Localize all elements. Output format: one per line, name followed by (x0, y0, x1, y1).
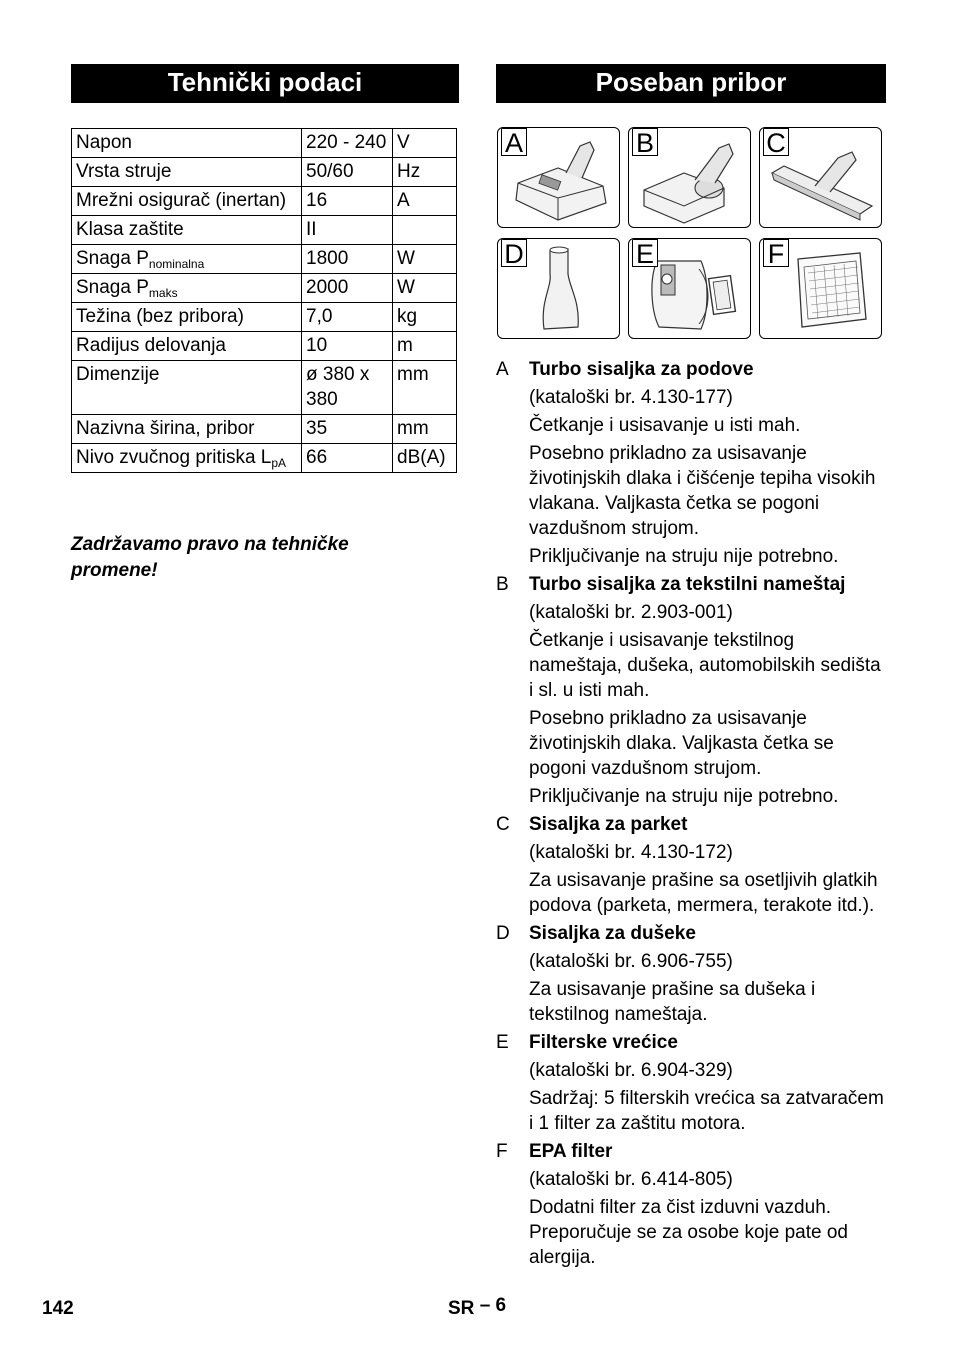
accessory-key: B (496, 574, 509, 595)
spec-row (72, 187, 457, 216)
accessory-title: Turbo sisaljka za tekstilni nameštaj (529, 574, 846, 595)
spec-label-subscript: maks (148, 286, 178, 300)
spec-unit: mm (393, 415, 457, 444)
spec-label (72, 129, 302, 158)
spec-label-text: Snaga P (76, 277, 149, 298)
accessory-item (496, 357, 888, 569)
spec-label (72, 187, 302, 216)
spec-row (72, 216, 457, 245)
tile-letter: C (763, 128, 789, 156)
accessory-title: Filterske vrećice (529, 1032, 678, 1053)
spec-label-text: Napon (76, 132, 132, 153)
tile-letter: E (632, 239, 658, 267)
spec-value: 35 (302, 415, 393, 444)
spec-label-text: Težina (bez pribora) (76, 306, 244, 327)
tile-c (759, 127, 882, 228)
tile-b (628, 127, 751, 228)
spec-label-text: Dimenzije (76, 364, 160, 385)
spec-value: 1800 (302, 245, 393, 274)
spec-value: 220 - 240 (302, 129, 393, 158)
spec-row (72, 361, 457, 415)
tile-f (759, 238, 882, 339)
spec-label-text: Snaga P (76, 248, 149, 269)
technical-data-column (71, 64, 459, 581)
accessories-heading: Poseban pribor (496, 64, 886, 103)
spec-label-subscript: nominalna (148, 257, 205, 271)
spec-value: 2000 (302, 274, 393, 303)
spec-value: 7,0 (302, 303, 393, 332)
spec-label-text: Klasa zaštite (76, 219, 184, 240)
accessory-description: Za usisavanje prašine sa osetljivih glatkih podova (parketa, mermera, terakote itd.). (529, 870, 878, 916)
accessory-description: Priključivanje na struju nije potrebno. (529, 786, 839, 807)
spec-label-text: Radijus delovanja (76, 335, 226, 356)
accessory-key: C (496, 814, 510, 835)
accessory-description: Četkanje i usisavanje tekstilnog nameštaja, dušeka, automobilskih sedišta i sl. u isti mah. (529, 630, 881, 701)
accessories-column (496, 64, 886, 1268)
spec-label (72, 361, 302, 415)
page-number: 142 (42, 1298, 74, 1319)
language-code: SR (448, 1298, 475, 1319)
section-marker (448, 1295, 507, 1320)
accessory-catalog-number: (kataloški br. 4.130-172) (529, 842, 733, 863)
spec-label-text: Nivo zvučnog pritiska L (76, 447, 272, 468)
spec-label-subscript: pA (271, 456, 287, 470)
tile-e (628, 238, 751, 339)
accessory-image-grid (496, 127, 886, 342)
technical-data-heading: Tehnički podaci (71, 64, 459, 103)
spec-value: 50/60 (302, 158, 393, 187)
accessory-title: Sisaljka za parket (529, 814, 688, 835)
accessory-description: Posebno prikladno za usisavanje životinjskih dlaka. Valjkasta četka se pogoni vazdušnom strujom. (529, 708, 834, 779)
spec-unit: dB(A) (393, 444, 457, 473)
spec-unit: W (393, 274, 457, 303)
accessory-item (496, 572, 888, 809)
accessory-catalog-number: (kataloški br. 4.130-177) (529, 387, 733, 408)
spec-label (72, 274, 302, 303)
spec-row (72, 245, 457, 274)
spec-label (72, 303, 302, 332)
spec-value: ø 380 x 380 (302, 361, 393, 415)
accessory-description: Priključivanje na struju nije potrebno. (529, 546, 839, 567)
accessory-catalog-number: (kataloški br. 2.903-001) (529, 602, 733, 623)
accessory-description: Sadržaj: 5 filterskih vrećica sa zatvaračem i 1 filter za zaštitu motora. (529, 1088, 884, 1134)
spec-unit: Hz (393, 158, 457, 187)
tile-letter: D (501, 239, 527, 267)
spec-unit: V (393, 129, 457, 158)
accessory-key: A (496, 359, 509, 380)
spec-label (72, 415, 302, 444)
spec-value: II (302, 216, 393, 245)
spec-unit: kg (393, 303, 457, 332)
accessory-item (496, 1030, 888, 1136)
spec-value: 16 (302, 187, 393, 216)
accessory-title: EPA filter (529, 1141, 613, 1162)
accessory-item (496, 1139, 888, 1270)
spec-label (72, 245, 302, 274)
accessory-catalog-number: (kataloški br. 6.414-805) (529, 1169, 733, 1190)
spec-value: 66 (302, 444, 393, 473)
spec-value: 10 (302, 332, 393, 361)
accessory-description: Posebno prikladno za usisavanje životinjskih dlaka i čišćenje tepiha visokih vlakana. Valjkasta četka se pogoni vazdušnom strujom. (529, 443, 876, 539)
spec-unit: m (393, 332, 457, 361)
spec-row (72, 332, 457, 361)
spec-label (72, 216, 302, 245)
disclaimer-note: Zadržavamo pravo na tehničke promene! (71, 534, 349, 581)
accessory-description: Dodatni filter za čist izduvni vazduh. Preporučuje se za osobe koje pate od alergija. (529, 1197, 848, 1268)
accessory-item (496, 812, 888, 918)
spec-label-text: Vrsta struje (76, 161, 172, 182)
spec-unit (393, 216, 457, 245)
accessory-description: Četkanje i usisavanje u isti mah. (529, 415, 801, 436)
spec-label (72, 444, 302, 473)
accessory-list (496, 357, 888, 1273)
accessory-key: F (496, 1141, 508, 1162)
tile-letter: A (501, 128, 527, 156)
spec-row (72, 415, 457, 444)
spec-row (72, 444, 457, 473)
accessory-catalog-number: (kataloški br. 6.904-329) (529, 1060, 733, 1081)
spec-row (72, 274, 457, 303)
accessory-key: D (496, 923, 510, 944)
spec-label (72, 332, 302, 361)
accessory-item (496, 921, 888, 1027)
spec-row (72, 129, 457, 158)
spec-row (72, 303, 457, 332)
tile-a (497, 127, 620, 228)
spec-label (72, 158, 302, 187)
accessory-title: Sisaljka za dušeke (529, 923, 696, 944)
spec-row (72, 158, 457, 187)
section-number: – 6 (479, 1295, 507, 1316)
tile-letter: F (763, 239, 789, 267)
spec-unit: mm (393, 361, 457, 415)
accessory-title: Turbo sisaljka za podove (529, 359, 754, 380)
accessory-description: Za usisavanje prašine sa dušeka i tekstilnog nameštaja. (529, 979, 816, 1025)
spec-label-text: Mrežni osigurač (inertan) (76, 190, 287, 211)
spec-unit: A (393, 187, 457, 216)
tile-d (497, 238, 620, 339)
spec-label-text: Nazivna širina, pribor (76, 418, 255, 439)
spec-unit: W (393, 245, 457, 274)
accessory-key: E (496, 1032, 509, 1053)
spec-table (71, 128, 457, 473)
accessory-catalog-number: (kataloški br. 6.906-755) (529, 951, 733, 972)
tile-letter: B (632, 128, 658, 156)
